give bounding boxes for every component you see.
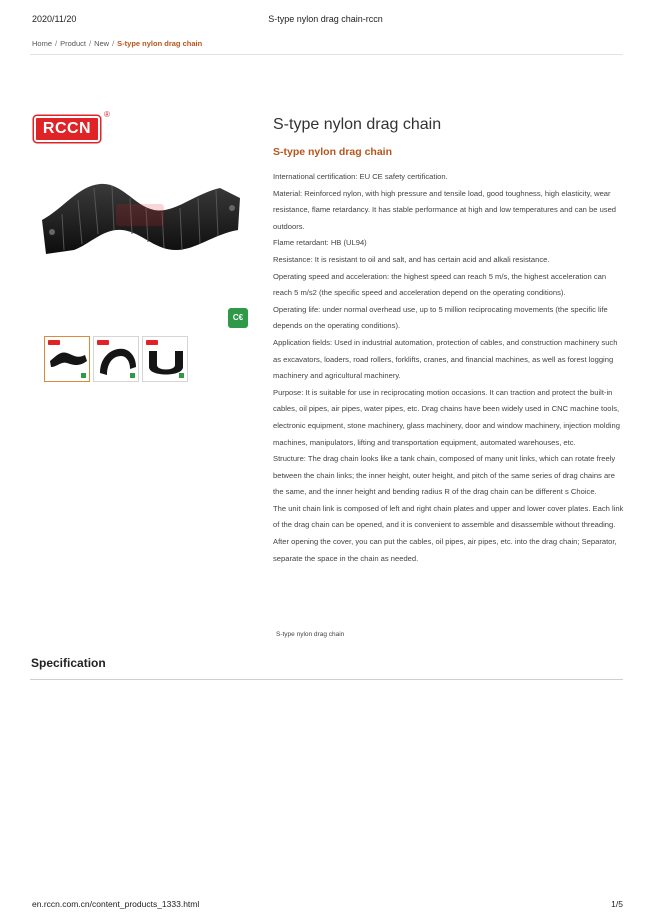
print-date: 2020/11/20 [32,14,77,24]
product-details [273,114,625,567]
print-footer [32,899,623,911]
desc-material: Material: Reinforced nylon, with high pressure and tensile load, good toughness, high elasticity, wear resistance, flame retardancy. It has stable performance at high and low temperatures and can be used outdoors. [273,188,617,231]
desc-speed: Operating speed and acceleration: the highest speed can reach 5 m/s, the highest acceleration can reach 5 m/s2 (the specific speed and acceleration depend on the operating conditions). [273,271,607,298]
print-url: en.rccn.com.cn/content_products_1333.html [32,899,200,909]
desc-unit-link: The unit chain link is composed of left and right chain plates and upper and lower cover plates. Each link of the drag chain can be opened, and it is convenient to assemble and disassemble without threading. After opening the cover, you can put the cables, oil pipes, air pipes, etc. into the drag chain; Separator, separate the space in the chain as needed. [273,503,624,563]
print-doc-title: S-type nylon drag chain-rccn [268,14,383,24]
breadcrumb [32,39,202,48]
page-number: 1/5 [611,899,623,909]
desc-certification: International certification: EU CE safety certification. [273,172,448,181]
breadcrumb-current: S-type nylon drag chain [117,39,203,48]
breadcrumb-product[interactable]: Product [60,39,86,48]
ce-certification-icon: C€ [228,308,248,328]
thumbnail-3[interactable] [142,336,188,382]
specification-heading: Specification [31,656,106,670]
breadcrumb-separator: / [112,39,115,48]
print-header [32,14,619,28]
product-subtitle: S-type nylon drag chain [273,146,393,158]
product-gallery [30,108,252,388]
breadcrumb-new[interactable]: New [94,39,110,48]
specification-divider [30,679,623,680]
registered-mark: ® [104,110,110,119]
desc-life: Operating life: under normal overhead use, up to 5 million reciprocating movements (the specific life depends on the operating conditions). [273,304,608,331]
image-caption: S-type nylon drag chain [276,631,345,638]
desc-purpose: Purpose: It is suitable for use in reciprocating motion occasions. It can traction and protect the built-in cables, oil pipes, air pipes, water pipes, etc. Drag chains have been widely used in CNC machine tools, electronic equipment, stone machinery, glass machinery, door and window machinery, injection molding machines, manipulators, lifting and transportation equipment, automated warehouses, etc. [273,387,620,447]
mini-ce-icon [179,373,184,378]
breadcrumb-separator: / [88,39,92,48]
desc-flame-retardant: Flame retardant: HB (UL94) [273,238,367,248]
desc-structure: Structure: The drag chain looks like a tank chain, composed of many unit links, which can rotate freely between the chain links; the inner height, outer height, and pitch of the same series of drag chains are the same, and the inner height and bending radius R of the drag chain can be different s Choice. [273,454,616,497]
desc-resistance: Resistance: It is resistant to oil and salt, and has certain acid and alkali resistance. [273,254,550,264]
product-description [273,169,625,567]
logo-text: RCCN [42,120,92,137]
product-main-image[interactable] [34,158,248,276]
rccn-logo [34,116,100,142]
desc-application: Application fields: Used in industrial automation, protection of cables, and construction machinery such as excavators, loaders, road rollers, forklifts, cranes, and financial machines, as well as forest logging machinery and agricultural machinery. [273,337,618,381]
thumbnail-2[interactable] [93,336,139,382]
breadcrumb-separator: / [55,39,58,48]
mini-ce-icon [130,373,135,378]
thumbnail-1[interactable] [44,336,90,382]
product-title: S-type nylon drag chain [273,116,442,133]
breadcrumb-home[interactable]: Home [32,39,53,48]
mini-ce-icon [81,373,86,378]
header-divider [30,54,623,55]
